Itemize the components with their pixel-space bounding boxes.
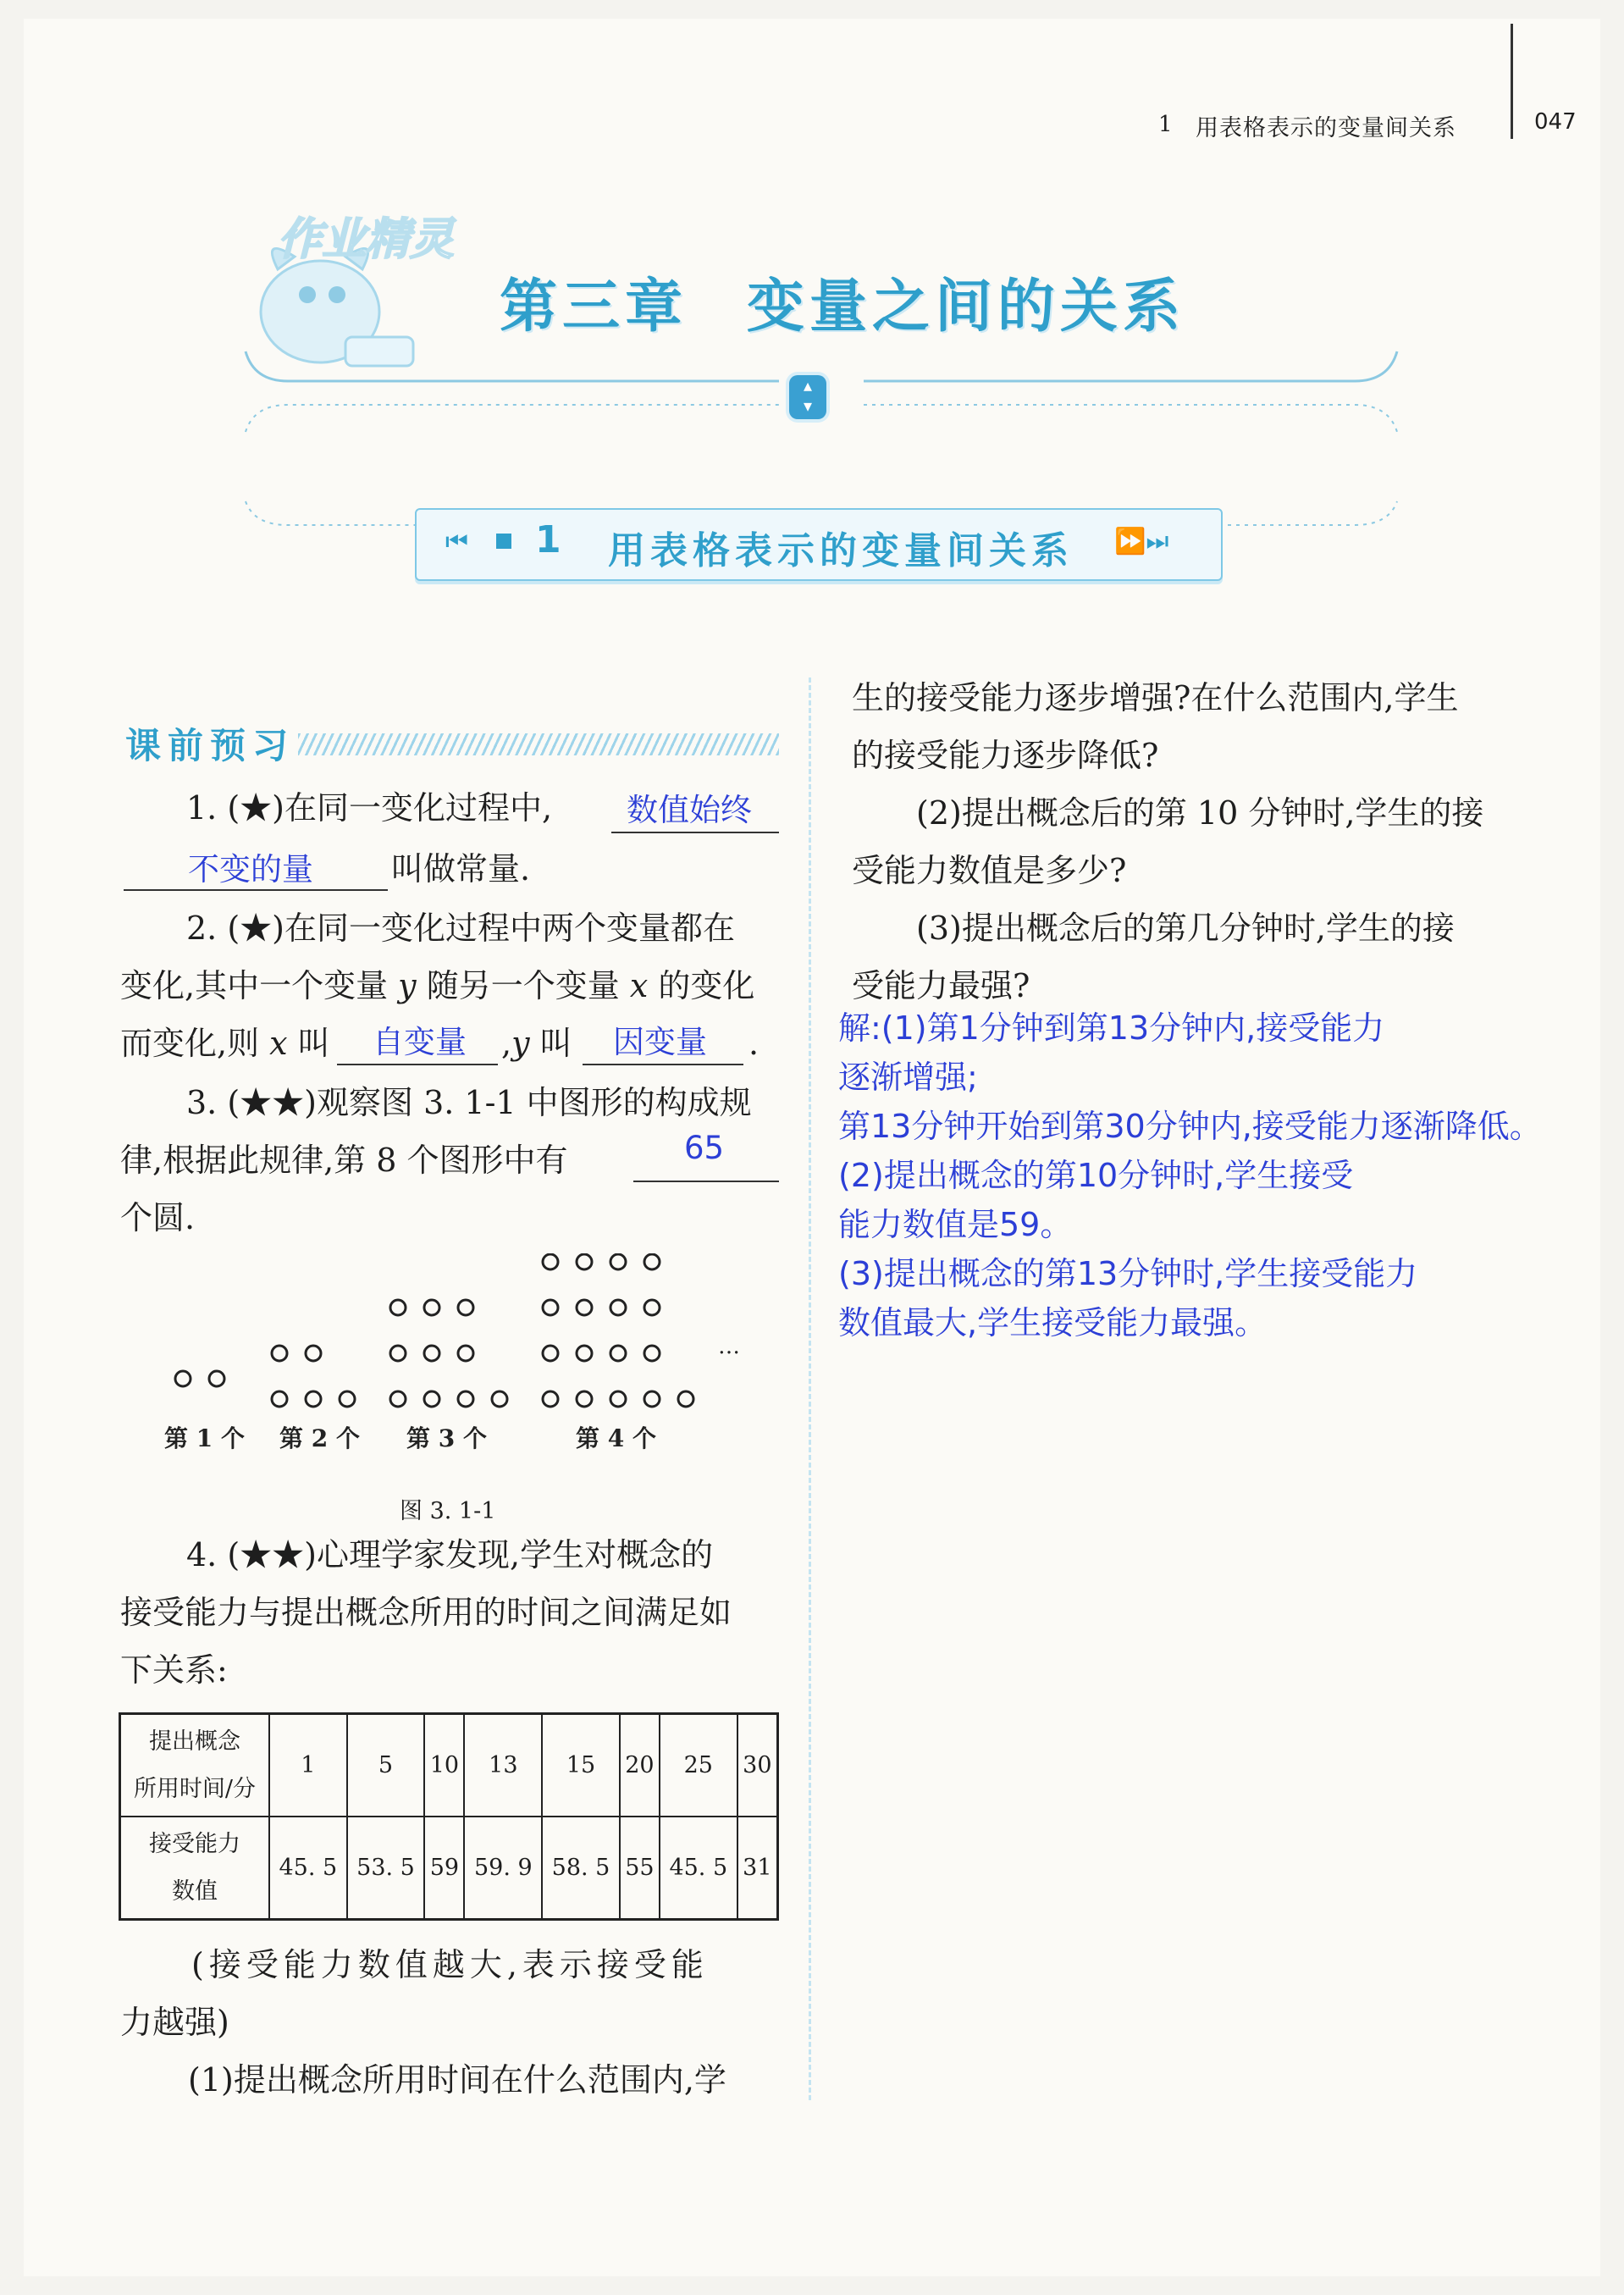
square-icon	[496, 534, 511, 549]
figure-label-4: 第 4 个	[576, 1424, 656, 1452]
table-cell: 55	[620, 1817, 660, 1920]
q1-blank-1	[611, 832, 779, 833]
skip-back-icon: ⏮	[445, 527, 468, 556]
solution-line-3: 第13分钟开始到第30分钟内,接受能力逐渐降低。	[838, 1108, 1542, 1145]
q4-line3: 下关系:	[120, 1651, 228, 1689]
table-cell: 30	[737, 1714, 778, 1817]
table-cell: 31	[737, 1817, 778, 1920]
q4-line1: 4. (★★)心理学家发现,学生对概念的	[186, 1536, 714, 1573]
section-number: 1	[535, 518, 561, 561]
table-head-value: 接受能力 数值	[120, 1817, 270, 1920]
q4-note-line2: 力越强)	[120, 2004, 229, 2041]
q2-line3-end: .	[748, 1025, 760, 1062]
solution-line-7: 数值最大,学生接受能力最强。	[838, 1304, 1268, 1341]
q4-line2: 接受能力与提出概念所用的时间之间满足如	[120, 1594, 732, 1631]
q3-line2: 律,根据此规律,第 8 个图形中有	[120, 1142, 568, 1179]
heading-hatch	[298, 733, 779, 755]
table-cell: 59. 9	[464, 1817, 542, 1920]
header-section-number: 1	[1158, 112, 1173, 137]
q2-line1: 2. (★)在同一变化过程中两个变量都在	[186, 910, 735, 947]
q2-blank-x	[337, 1064, 498, 1065]
solution-line-4: (2)提出概念的第10分钟时,学生接受	[838, 1157, 1354, 1194]
table-cell: 13	[464, 1714, 542, 1817]
q2-line3-start: 而变化,则 x 叫	[120, 1025, 330, 1062]
figure-label-1: 第 1 个	[164, 1424, 245, 1452]
table-cell: 10	[424, 1714, 464, 1817]
solution-line-1: 解:(1)第1分钟到第13分钟内,接受能力	[838, 1009, 1385, 1047]
solution-line-5: 能力数值是59。	[838, 1206, 1073, 1243]
table-cell: 5	[347, 1714, 425, 1817]
q4-sub1-line2: 生的接受能力逐步增强?在什么范围内,学生	[852, 679, 1459, 716]
q1-answer-line1: 数值始终	[627, 792, 752, 828]
figure-caption: 图 3. 1-1	[400, 1498, 496, 1524]
q1-answer-line2: 不变的量	[188, 851, 313, 888]
q4-sub1-line3: 的接受能力逐步降低?	[852, 737, 1159, 774]
chapter-title	[500, 261, 1185, 343]
figure-label-3: 第 3 个	[406, 1424, 487, 1452]
table-cell: 53. 5	[347, 1817, 425, 1920]
chapter-name: 变量之间的关系	[747, 274, 1186, 340]
q2-answer-x: 自变量	[373, 1024, 467, 1060]
header-section-title: 用表格表示的变量间关系	[1196, 115, 1456, 141]
q4-sub2-line2: 受能力数值是多少?	[852, 852, 1127, 889]
q4-sub3-line2: 受能力最强?	[852, 967, 1030, 1004]
q4-sub3-line1: (3)提出概念后的第几分钟时,学生的接	[916, 910, 1455, 947]
q3-line3: 个圆.	[120, 1199, 196, 1236]
figure-label-2: 第 2 个	[279, 1424, 360, 1452]
q2-blank-y	[583, 1064, 743, 1065]
table-row-time	[120, 1714, 778, 1817]
data-table	[119, 1712, 779, 1921]
q1-prefix: 1. (★)在同一变化过程中,	[186, 789, 553, 827]
table-cell: 58. 5	[542, 1817, 620, 1920]
q2-answer-y: 因变量	[613, 1024, 707, 1060]
table-cell: 1	[269, 1714, 347, 1817]
table-cell: 15	[542, 1714, 620, 1817]
table-cell: 45. 5	[269, 1817, 347, 1920]
preview-heading: 课前预习	[125, 725, 296, 766]
chapter-label: 第三章	[500, 274, 688, 340]
q1-blank-2	[124, 889, 388, 891]
q2-line2: 变化,其中一个变量 y 随另一个变量 x 的变化	[120, 967, 755, 1004]
q4-sub1-line1: (1)提出概念所用时间在什么范围内,学	[188, 2061, 726, 2099]
circle-pattern-figure	[152, 1253, 762, 1474]
section-title: 用表格表示的变量间关系	[608, 529, 1074, 572]
table-head-time: 提出概念 所用时间/分	[120, 1714, 270, 1817]
q4-sub2-line1: (2)提出概念后的第 10 分钟时,学生的接	[916, 794, 1484, 832]
table-cell: 59	[424, 1817, 464, 1920]
q3-blank	[633, 1181, 779, 1182]
table-cell: 45. 5	[660, 1817, 737, 1920]
page-number: 047	[1534, 109, 1577, 135]
q1-suffix: 叫做常量.	[391, 850, 531, 888]
q3-line1: 3. (★★)观察图 3. 1-1 中图形的构成规	[186, 1084, 752, 1121]
q2-line3-mid: ,y 叫	[501, 1025, 572, 1062]
table-row-value	[120, 1817, 778, 1920]
table-cell: 20	[620, 1714, 660, 1817]
chevron-updown-icon: ▴ ▾	[789, 375, 826, 419]
column-divider	[809, 677, 811, 2100]
solution-line-6: (3)提出概念的第13分钟时,学生接受能力	[838, 1255, 1418, 1292]
header-rule	[1511, 24, 1513, 139]
q3-answer: 65	[684, 1130, 725, 1166]
table-cell: 25	[660, 1714, 737, 1817]
figure-ellipsis: …	[718, 1334, 740, 1359]
solution-line-2: 逐渐增强;	[838, 1059, 978, 1096]
q4-note-line1: (接受能力数值越大,表示接受能	[191, 1946, 709, 1983]
skip-forward-icon: ⏩⏭	[1114, 527, 1169, 556]
mascot-watermark-text: 作业精灵	[278, 214, 455, 265]
